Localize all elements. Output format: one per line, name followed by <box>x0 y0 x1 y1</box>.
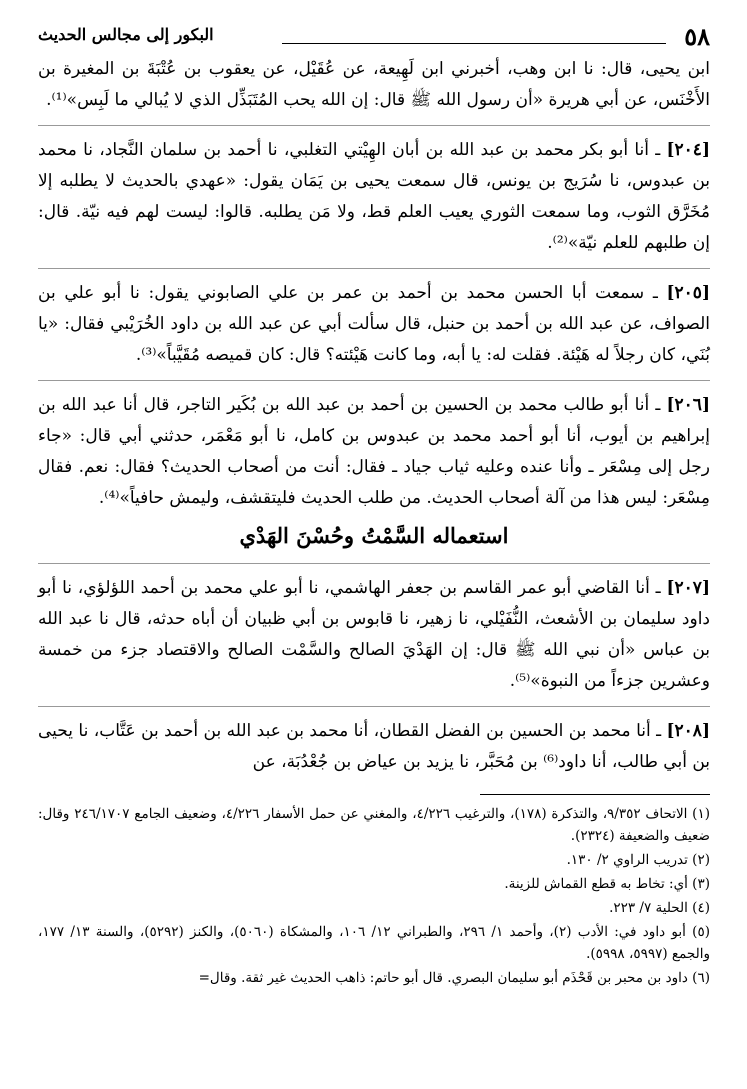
hadith-207 <box>38 573 710 697</box>
page-number: ٥٨ <box>684 22 710 51</box>
footnote: (٣) أي: تخاط به قطع القماش للزينة. <box>504 876 710 892</box>
page <box>38 22 710 991</box>
book-title: البكور إلى مجالس الحديث <box>38 25 214 44</box>
hadith-number: [٢٠٤] <box>666 140 710 160</box>
paragraph-divider <box>38 706 710 707</box>
hadith-text: ـ أنا أبو بكر محمد بن عبد الله بن أبان الهِيْتي التغلبي، نا أحمد بن سلمان النَّجاد، نا محمد بن عبدوس، نا سُرَيج بن يونس، قال سمعت يحيى بن يَمَان يقول: «عهدي بالحديث لا يطلبه إلا مُخَرَّق الثوب، وما سمعت الثوري يعيب العلم قط، ولا مَن يطلبه. قالوا: ليست لهم فيه نيّة. قال: إن طلبهم للعلم نيّة»⁽²⁾. <box>38 140 710 253</box>
footnote: (٤) الحلية ٧/ ٢٢٣. <box>609 900 710 916</box>
hadith-number: [٢٠٧] <box>666 578 710 598</box>
footnotes <box>38 803 710 989</box>
paragraph-divider <box>38 563 710 564</box>
footnote: (٦) داود بن محبر بن قَحْذَم أبو سليمان البصري. قال أبو حاتم: ذاهب الحديث غير ثقة. وقال= <box>198 970 710 986</box>
paragraph-divider <box>38 268 710 269</box>
hadith-text: ـ أنا محمد بن الحسين بن الفضل القطان، أنا محمد بن عبد الله بن أحمد بن عَتَّاب، نا يحيى بن أبي طالب، أنا داود⁽⁶⁾ بن مُحَبَّر، نا يزيد بن عياض بن جُعْدُبَة، عن <box>38 721 710 772</box>
hadith-text: ـ أنا أبو طالب محمد بن الحسين بن أحمد بن عبد الله بن بُكَير التاجر، قال أنا عبد الله بن إبراهيم بن أيوب، أنا أبو أحمد محمد بن عبدوس بن كامل، نا أبو مَعْمَر، حدثني أبي قال: «جاء رجل إلى مِسْعَر ـ وأنا عنده وعليه ثياب جياد ـ فقال: أنت من أصحاب الحديث؟ فقال: نعم. فقال مِسْعَر: ليس هذا من آلة أصحاب الحديث. من طلب الحديث فليتقشف، وليمش حافياً»⁽⁴⁾. <box>38 395 710 508</box>
footnote: (١) الاتحاف ٩/٣٥٢، والتذكرة (١٧٨)، والترغيب ٤/٢٢٦، والمغني عن حمل الأسفار ٤/٢٢٦، وضعيف الجامع ٢٤٦/١٧٠٧ وقال: ضعيف والضعيفة (٢٣٢٤). <box>38 806 710 844</box>
section-heading: استعماله السَّمْتُ وحُسْنَ الهَدْي <box>239 523 509 548</box>
hadith-204 <box>38 135 710 259</box>
footnote: (٢) تدريب الراوي ٢/ ١٣٠. <box>566 852 710 868</box>
footnote: (٥) أبو داود في: الأدب (٢)، وأحمد ١/ ٢٩٦، والطبراني ١٢/ ١٠٦، والمشكاة (٥٠٦٠)، والكنز (٥٢٩٢)، والسنة ١٣/ ١٧٧، والجمع (٥٩٩٧، ٥٩٩٨). <box>38 924 710 962</box>
page-header <box>38 22 710 52</box>
hadith-206 <box>38 390 710 514</box>
hadith-text: ـ سمعت أبا الحسن محمد بن أحمد بن عمر بن علي الصابوني يقول: نا أبو علي بن الصواف، عن عبد الله بن أحمد بن حنبل، قال سألت أبي عن عبد الله بن داود الخُرَيْبي فقال: «يا بُنَي، كان رجلاً له هَيْئة. فقلت له: يا أبه، وما كانت هَيْئته؟ قال: كان قميصه مُقَيَّباً»⁽³⁾. <box>38 283 710 365</box>
hadith-208 <box>38 716 710 778</box>
paragraph-divider <box>38 125 710 126</box>
hadith-number: [٢٠٨] <box>666 721 710 741</box>
hadith-number: [٢٠٦] <box>666 395 710 415</box>
footnote-separator <box>480 794 710 795</box>
hadith-text: ـ أنا القاضي أبو عمر القاسم بن جعفر الهاشمي، نا أبو علي محمد بن أحمد اللؤلؤي، نا أبو داود سليمان بن الأشعث، النُّفَيْلي، نا زهير، نا قابوس بن أبي ظبيان أن أباه حدثه، قال نا عبد الله بن عباس «أن نبي الله ﷺ قال: إن الهَدْيَ الصالح والسَّمْت الصالح والاقتصاد جزء من خمسة وعشرين جزءاً من النبوة»⁽⁵⁾. <box>38 578 710 691</box>
hadith-205 <box>38 278 710 371</box>
paragraph-divider <box>38 380 710 381</box>
hadith-number: [٢٠٥] <box>666 283 710 303</box>
paragraph-continued: ابن يحيى، قال: نا ابن وهب، أخبرني ابن لَهِيعة، عن عُقَيْل، عن يعقوب بن عُتْبَةَ بن المغيرة بن الأَخْنَس، عن أبي هريرة «أن رسول الله ﷺ قال: إن الله يحب المُتَبَذِّل الذي لا يُبالي ما لَبِس»⁽¹⁾. <box>38 59 710 110</box>
header-rule <box>282 43 666 44</box>
